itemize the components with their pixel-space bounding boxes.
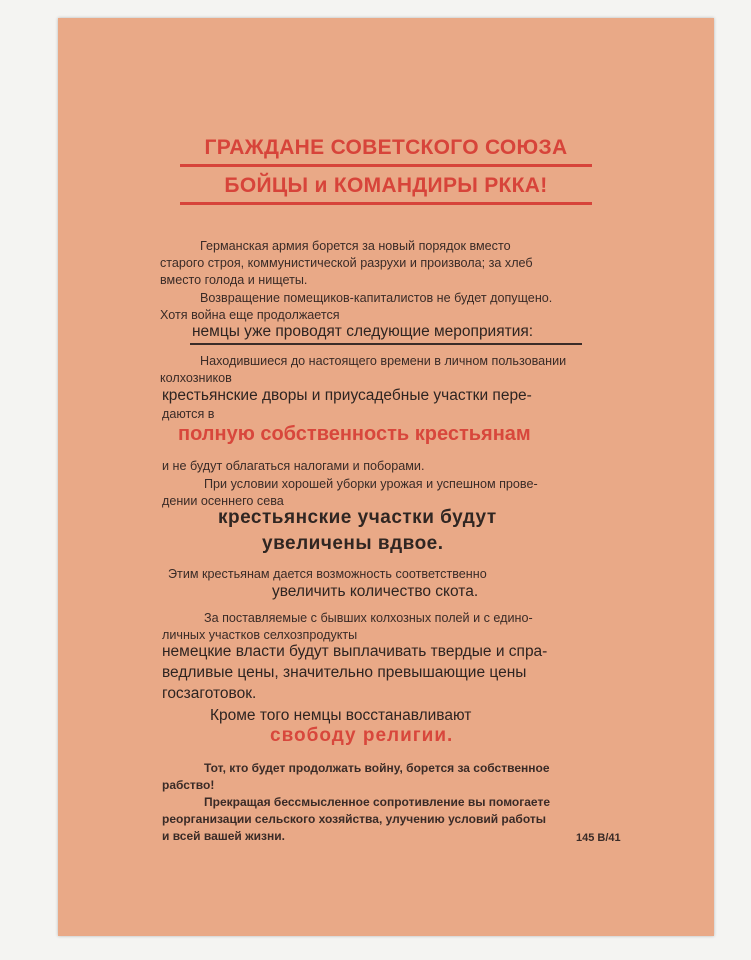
paragraph-line: увеличить количество скота. xyxy=(272,583,479,600)
paragraph-line: даются в xyxy=(162,407,215,421)
paragraph-line: За поставляемые с бывших колхозных полей и с едино- xyxy=(204,611,533,625)
paragraph-line: Германская армия борется за новый порядок вместо xyxy=(200,239,511,253)
headline-line-2: БОЙЦЫ и КОМАНДИРЫ РККА! xyxy=(224,174,548,197)
paragraph-line: госзаготовок. xyxy=(162,685,257,702)
paragraph-line: Кроме того немцы восстанавливают xyxy=(210,707,472,724)
full-ownership-highlight: полную собственность крестьянам xyxy=(178,423,531,445)
plots-doubled-line-2: увеличены вдвое. xyxy=(262,533,444,554)
paragraph-line: Прекращая бессмысленное сопротивление вы помогаете xyxy=(204,795,550,809)
leaflet-sheet xyxy=(58,18,714,936)
paragraph-line: При условии хорошей уборки урожая и успешном прове- xyxy=(204,477,538,491)
headline-line-1: ГРАЖДАНЕ СОВЕТСКОГО СОЮЗА xyxy=(204,136,568,159)
paragraph-line: дении осеннего сева xyxy=(162,494,284,508)
measures-heading: немцы уже проводят следующие мероприятия: xyxy=(192,323,534,340)
leaflet-code: 145 В/41 xyxy=(576,832,621,844)
paragraph-line: вместо голода и нищеты. xyxy=(160,273,308,287)
plots-doubled-line-1: крестьянские участки будут xyxy=(218,507,497,528)
freedom-of-religion-highlight: свободу религии. xyxy=(270,725,454,746)
paragraph-line: Тот, кто будет продолжать войну, борется за собственное xyxy=(204,761,550,775)
paragraph-line: реорганизации сельского хозяйства, улучению условий работы xyxy=(162,812,546,826)
paragraph-line: крестьянские дворы и приусадебные участки пере- xyxy=(162,387,532,404)
paragraph-line: и всей вашей жизни. xyxy=(162,829,285,843)
headline-underline-2 xyxy=(180,202,592,205)
paragraph-line: ведливые цены, значительно превышающие цены xyxy=(162,664,527,681)
paragraph-line: рабство! xyxy=(162,778,215,792)
paragraph-line: личных участков селхозпродукты xyxy=(162,628,358,642)
paragraph-line: Находившиеся до настоящего времени в личном пользовании xyxy=(200,354,567,368)
paragraph-line: старого строя, коммунистической разрухи и произвола; за хлеб xyxy=(160,256,533,270)
paragraph-line: Возвращение помещиков-капиталистов не будет допущено. xyxy=(200,291,553,305)
paragraph-line: немецкие власти будут выплачивать твердые и спра- xyxy=(162,643,548,660)
paragraph-line: колхозников xyxy=(160,371,232,385)
paragraph-line: Этим крестьянам дается возможность соответственно xyxy=(168,567,487,581)
headline-underline-1 xyxy=(180,164,592,167)
measures-underline xyxy=(190,343,582,345)
paragraph-line: и не будут облагаться налогами и поборами. xyxy=(162,459,425,473)
paragraph-line: Хотя война еще продолжается xyxy=(160,308,340,322)
